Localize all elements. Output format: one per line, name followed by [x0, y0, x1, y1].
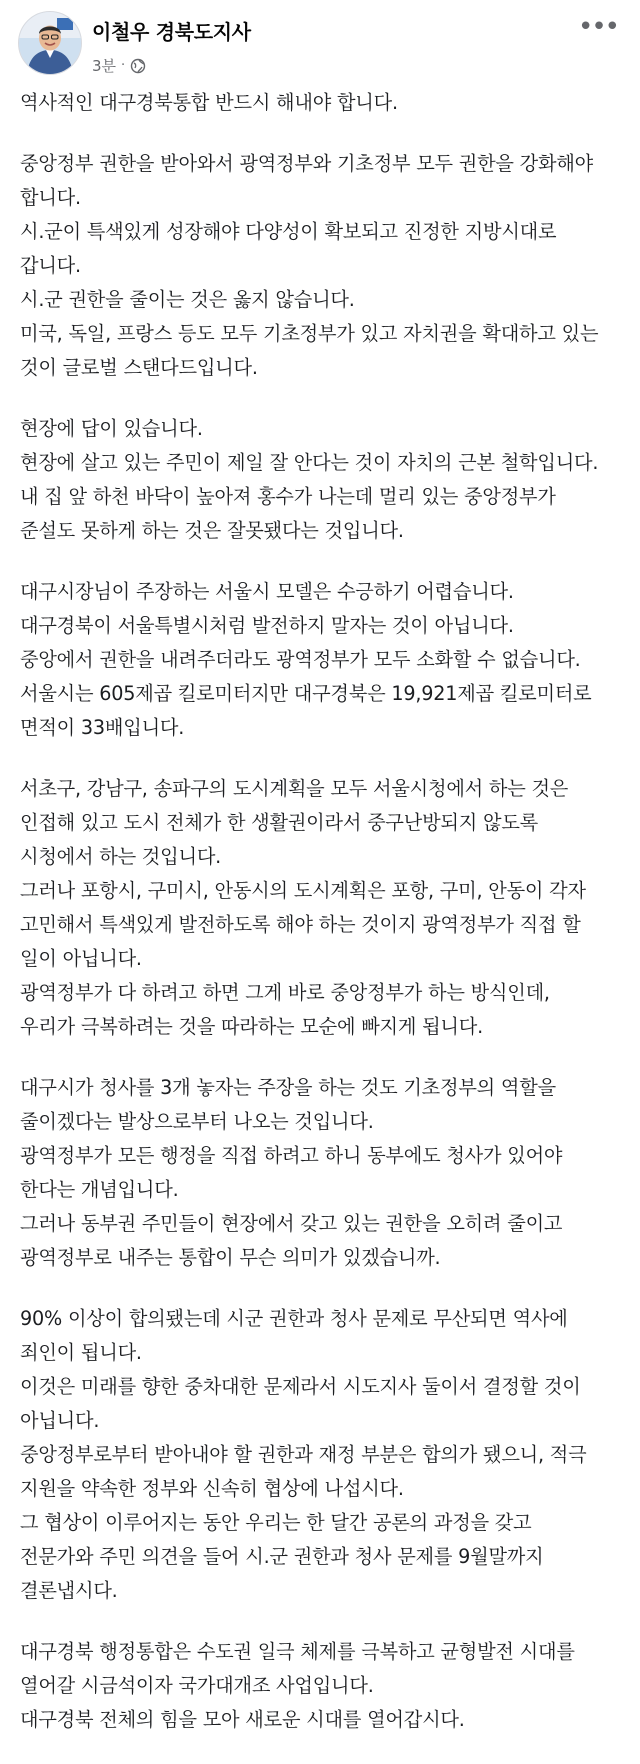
post-text-line: 아닙니다. [20, 1409, 100, 1432]
post-text-line: 지원을 약속한 정부와 신속히 협상에 나섭시다. [20, 1477, 404, 1500]
post-text-line: 합니다. [20, 186, 81, 209]
post-text-line: 서울시는 605제곱 킬로미터지만 대구경북은 19,921제곱 킬로미터로 [20, 682, 592, 705]
post-paragraph [20, 412, 620, 548]
post-text-line: 준설도 못하게 하는 것은 잘못됐다는 것입니다. [20, 519, 404, 542]
meta-separator: · [121, 58, 126, 73]
post-text-line: 결론냅시다. [20, 1579, 118, 1602]
post-text-line: 중앙에서 권한을 내려주더라도 광역정부가 모두 소화할 수 없습니다. [20, 648, 581, 671]
post-body [0, 86, 640, 1737]
post-text-line: 갑니다. [20, 254, 81, 277]
post-text-line: 면적이 33배입니다. [20, 716, 185, 739]
post-paragraph [20, 1635, 620, 1737]
post-text-line: 시.군 권한을 줄이는 것은 옳지 않습니다. [20, 288, 355, 311]
post-text-line: 90% 이상이 합의됐는데 시군 권한과 청사 문제로 무산되면 역사에 [20, 1307, 568, 1330]
post-text-line: 미국, 독일, 프랑스 등도 모두 기초정부가 있고 자치권을 확대하고 있는 [20, 322, 599, 345]
post-text-line: 그러나 포항시, 구미시, 안동시의 도시계획은 포항, 구미, 안동이 각자 [20, 879, 586, 902]
post-text-line: 그러나 동부권 주민들이 현장에서 갖고 있는 권한을 오히려 줄이고 [20, 1212, 563, 1235]
post-text-line: 역사적인 대구경북통합 반드시 해내야 합니다. [20, 91, 398, 114]
post-header [0, 0, 640, 86]
author-name[interactable]: 이철우 경북도지사 [92, 20, 251, 44]
post-text-line: 시청에서 하는 것입니다. [20, 845, 222, 868]
post-text-line: 줄이겠다는 발상으로부터 나오는 것입니다. [20, 1110, 374, 1133]
post-text-line: 것이 글로벌 스탠다드입니다. [20, 356, 258, 379]
more-options-icon[interactable]: ••• [577, 12, 618, 42]
profile-photo-icon [19, 12, 81, 74]
globe-icon[interactable] [130, 58, 146, 74]
post-text-line: 중앙정부 권한을 받아와서 광역정부와 기초정부 모두 권한을 강화해야 [20, 152, 594, 175]
post-text-line: 광역정부로 내주는 통합이 무슨 의미가 있겠습니까. [20, 1246, 441, 1269]
post-text-line: 대구경북 전체의 힘을 모아 새로운 시대를 열어갑시다. [20, 1708, 465, 1731]
post-text-line: 죄인이 됩니다. [20, 1341, 142, 1364]
post-text-line: 이것은 미래를 향한 중차대한 문제라서 시도지사 둘이서 결정할 것이 [20, 1375, 581, 1398]
post-text-line: 대구시가 청사를 3개 놓자는 주장을 하는 것도 기초정부의 역할을 [20, 1076, 556, 1099]
post-text-line: 대구경북이 서울특별시처럼 발전하지 말자는 것이 아닙니다. [20, 614, 514, 637]
post-text-line: 일이 아닙니다. [20, 947, 142, 970]
post-text-line: 중앙정부로부터 받아내야 할 권한과 재정 부분은 합의가 됐으니, 적극 [20, 1443, 587, 1466]
post-text-line: 서초구, 강남구, 송파구의 도시계획을 모두 서울시청에서 하는 것은 [20, 777, 569, 800]
post-text-line: 현장에 살고 있는 주민이 제일 잘 안다는 것이 자치의 근본 철학입니다. [20, 451, 599, 474]
post-text-line: 대구시장님이 주장하는 서울시 모델은 수긍하기 어렵습니다. [20, 580, 514, 603]
post-text-line: 광역정부가 모든 행정을 직접 하려고 하니 동부에도 청사가 있어야 [20, 1144, 563, 1167]
post-paragraph [20, 1071, 620, 1275]
post-text-line: 우리가 극복하려는 것을 따라하는 모순에 빠지게 됩니다. [20, 1015, 484, 1038]
post-text-line: 광역정부가 다 하려고 하면 그게 바로 중앙정부가 하는 방식인데, [20, 981, 550, 1004]
post-paragraph [20, 575, 620, 745]
avatar[interactable] [18, 11, 82, 75]
post-text-line: 시.군이 특색있게 성장해야 다양성이 확보되고 진정한 지방시대로 [20, 220, 557, 243]
post-paragraph [20, 147, 620, 385]
post-paragraph [20, 772, 620, 1044]
post-text-line: 한다는 개념입니다. [20, 1178, 179, 1201]
post-paragraph [20, 86, 620, 120]
post-text-line: 현장에 답이 있습니다. [20, 417, 203, 440]
post-text-line: 인접해 있고 도시 전체가 한 생활권이라서 중구난방되지 않도록 [20, 811, 539, 834]
post-text-line: 그 협상이 이루어지는 동안 우리는 한 달간 공론의 과정을 갖고 [20, 1511, 532, 1534]
post-text-line: 열어갈 시금석이자 국가대개조 사업입니다. [20, 1674, 374, 1697]
post-text-line: 대구경북 행정통합은 수도권 일극 체제를 극복하고 균형발전 시대를 [20, 1640, 575, 1663]
post-paragraph [20, 1302, 620, 1608]
post-text-line: 고민해서 특색있게 발전하도록 해야 하는 것이지 광역정부가 직접 할 [20, 913, 581, 936]
post-meta [92, 55, 146, 76]
post-text-line: 전문가와 주민 의견을 들어 시.군 권한과 청사 문제를 9월말까지 [20, 1545, 544, 1568]
post-timestamp[interactable]: 3분 [92, 57, 117, 75]
post-text-line: 내 집 앞 하천 바닥이 높아져 홍수가 나는데 멀리 있는 중앙정부가 [20, 485, 556, 508]
